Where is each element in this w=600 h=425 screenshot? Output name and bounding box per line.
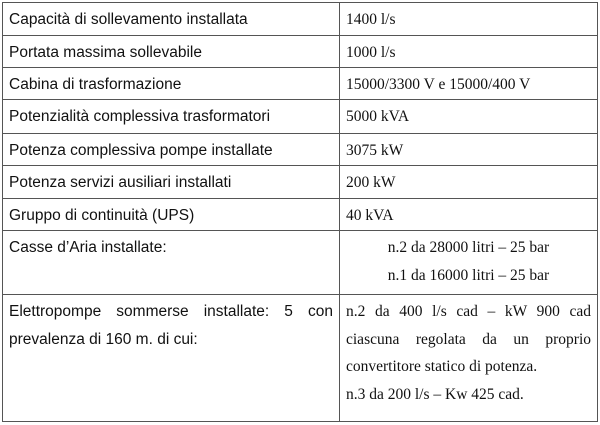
plant-specs-table — [2, 2, 598, 422]
row-value-text: 3075 kW — [346, 141, 404, 159]
row-value — [340, 36, 598, 68]
row-label-text: Potenza servizi ausiliari installati — [9, 173, 232, 191]
row-value — [340, 133, 598, 165]
row-label — [3, 231, 340, 295]
table-row — [3, 68, 598, 100]
casse-line-1: n.2 da 28000 litri – 25 bar — [387, 239, 550, 257]
row-value-text: 200 kW — [346, 173, 396, 191]
row-value-text: 40 kVA — [346, 206, 394, 224]
row-label-text: Potenzialità complessiva trasformatori — [9, 108, 271, 126]
row-value-text: 5000 kVA — [346, 108, 410, 126]
table-row — [3, 36, 598, 68]
row-value — [340, 68, 598, 100]
row-value — [340, 198, 598, 230]
table-row-elettropompe — [3, 295, 598, 422]
row-value — [340, 3, 598, 36]
casse-line-2: n.1 da 16000 litri – 25 bar — [387, 266, 550, 284]
row-value-text: 15000/3300 V e 15000/400 V — [346, 76, 531, 94]
row-label — [3, 295, 340, 422]
row-value — [340, 231, 598, 295]
row-value — [340, 100, 598, 133]
row-label — [3, 198, 340, 230]
row-label — [3, 68, 340, 100]
row-label-text: Potenza complessiva pompe installate — [9, 141, 273, 159]
row-label — [3, 133, 340, 165]
table-row — [3, 198, 598, 230]
row-label-text: Portata massima sollevabile — [9, 44, 202, 62]
row-label — [3, 100, 340, 133]
table-row — [3, 100, 598, 133]
row-label-text: Capacità di sollevamento installata — [9, 11, 248, 28]
row-value — [340, 295, 598, 422]
elettropompe-label-line-2: prevalenza di 160 m. di cui: — [9, 330, 198, 348]
row-label — [3, 36, 340, 68]
row-label-text: Gruppo di continuità (UPS) — [9, 206, 195, 224]
table-row-casse — [3, 231, 598, 295]
row-label — [3, 3, 340, 36]
elettropompe-value-line-2: ciascuna regolata da un proprio — [346, 330, 591, 348]
row-value-text: 1000 l/s — [346, 44, 396, 62]
elettropompe-value-line-4: n.3 da 200 l/s – Kw 425 cad. — [346, 385, 524, 403]
elettropompe-value-line-1: n.2 da 400 l/s cad – kW 900 cad — [346, 303, 591, 321]
row-label-text: Cabina di trasformazione — [9, 76, 182, 94]
row-label — [3, 165, 340, 198]
elettropompe-value-line-3: convertitore statico di potenza. — [346, 358, 538, 376]
table-row — [3, 133, 598, 165]
row-value — [340, 165, 598, 198]
table-row — [3, 3, 598, 36]
table-row — [3, 165, 598, 198]
casse-label: Casse d’Aria installate: — [9, 239, 167, 257]
elettropompe-label-line-1: Elettropompe sommerse installate: 5 con — [9, 303, 333, 321]
row-value-text: 1400 l/s — [346, 11, 396, 28]
